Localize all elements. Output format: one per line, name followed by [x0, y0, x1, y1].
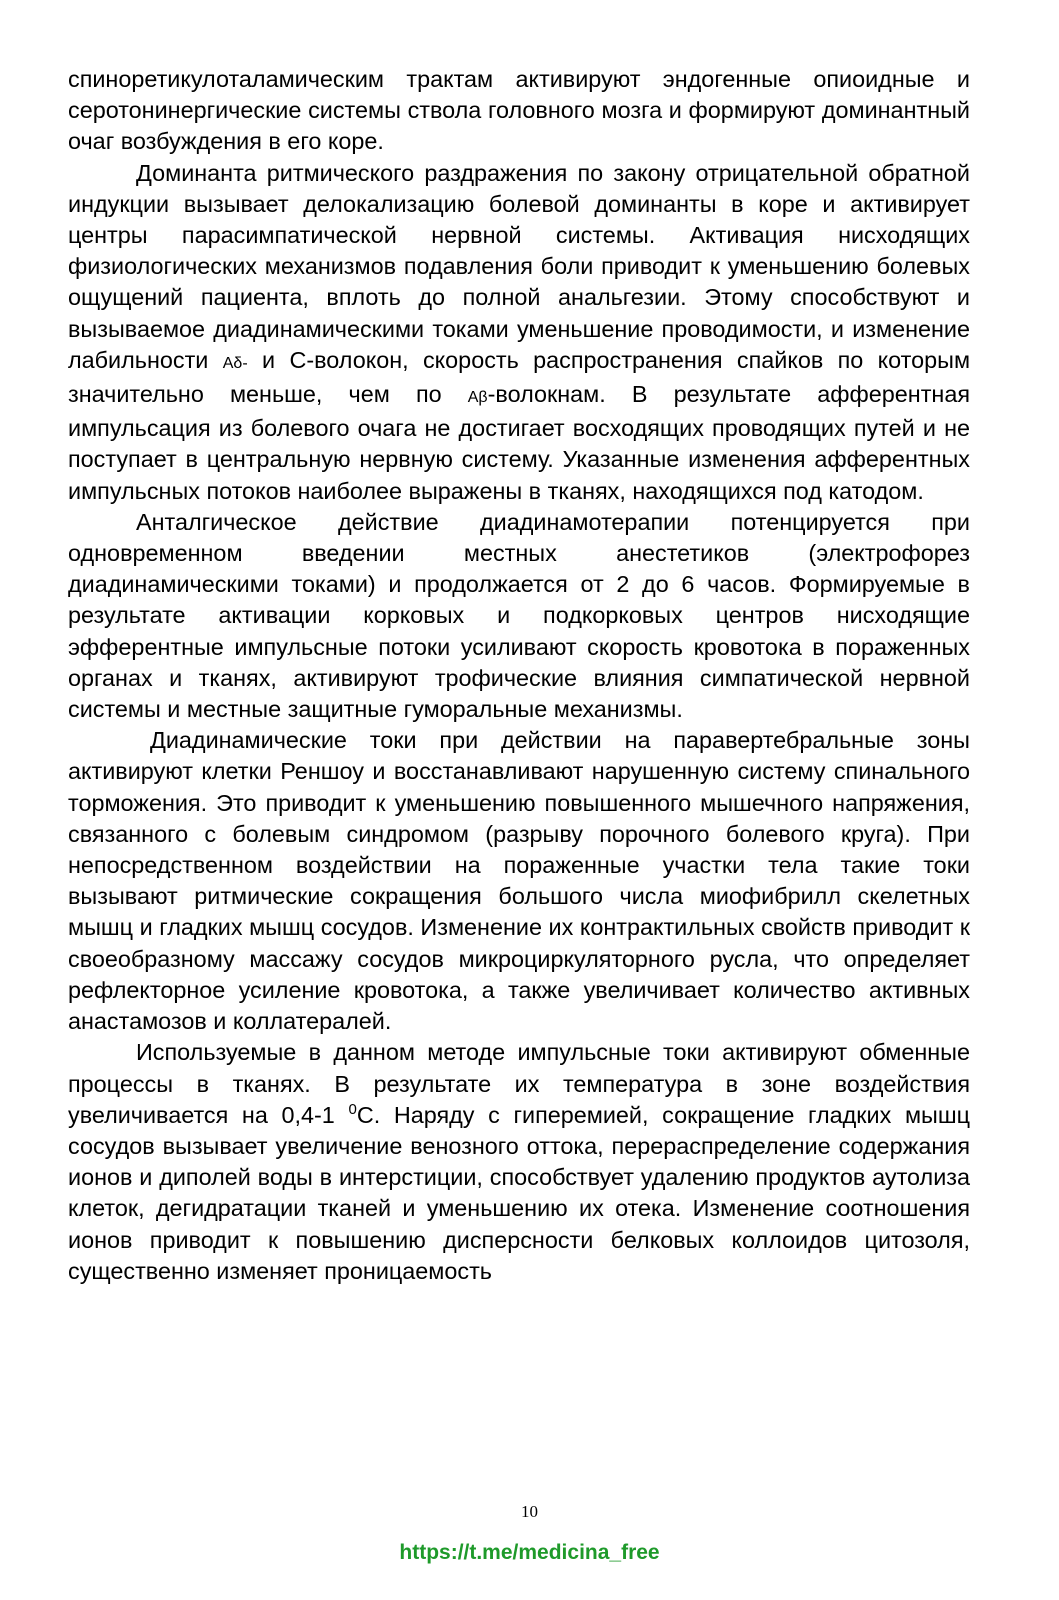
footer-link[interactable]: https://t.me/medicina_free	[399, 1541, 660, 1564]
paragraph-dominant-end: -волокнам. В результате афферентная импульсация из болевого очага не достигает восходящих проводящих путей и не поступает в центральную нервную систему. Указанные изменения афферентных импульсных потоков наиболее выражены в тканях, находящихся под катодом.	[68, 381, 971, 504]
a-beta-label: Aβ	[467, 389, 488, 407]
paragraph-diadynamic: Диадинамические токи при действии на паравертебральные зоны активируют клетки Реншоу и восстанавливают нарушенную систему спинального торможения. Это приводит к уменьшению повышенного мышечного напряжения, связанного с болевым синдромом (разрыву порочного болевого круга). При непосредственном воздействии на пораженные участки тела такие токи вызывают ритмические сокращения большого числа миофибрилл скелетных мышц и гладких мышц сосудов. Изменение их контрактильных свойств приводит к своеобразному массажу сосудов микроциркуляторного русла, что определяет рефлекторное усиление кровотока, а также увеличивает количество активных анастамозов и коллатералей.	[68, 727, 970, 1035]
paragraph-impulse-text: Используемые в данном методе импульсные токи активируют обменные процессы в тканях. В результате их температура в зоне воздействия увеличивается на 0,4-1	[68, 1039, 970, 1128]
page-number: 10	[521, 1502, 538, 1521]
a-delta-label: Aδ-	[222, 354, 248, 372]
paragraph-dominant	[68, 158, 970, 507]
paragraph-continuation: спиноретикулоталамическим трактам активируют эндогенные опиоидные и серотонинергические системы ствола головного мозга и формируют доминантный очаг возбуждения в его коре.	[68, 66, 970, 155]
paragraph-dominant-mid: и С-волокон, скорость распространения спайков по которым значительно меньше, чем по	[68, 346, 971, 408]
paragraph-analgesic: Анталгическое действие диадинамотерапии потенцируется при одновременном введении местных анестетиков (электрофорез диадинамическими токами) и продолжается от 2 до 6 часов. Формируемые в результате активации корковых и подкорковых центров нисходящие эфферентные импульсные потоки усиливают скорость кровотока в пораженных органах и тканях, активируют трофические влияния симпатической нервной системы и местные защитные гуморальные механизмы.	[68, 508, 970, 723]
degree-superscript: 0	[348, 1100, 357, 1118]
paragraph-impulse-end: С. Наряду с гиперемией, сокращение гладких мышц сосудов вызывает увеличение венозного оттока, перераспределение содержания ионов и диполей воды в интерстиции, способствует удалению продуктов аутолиза клеток, дегидратации тканей и уменьшению их отека. Изменение соотношения ионов приводит к повышению дисперсности белковых коллоидов цитозоля, существенно изменяет проницаемость	[68, 1101, 971, 1284]
paragraph-dominant-text: Доминанта ритмического раздражения по закону отрицательной обратной индукции вызывает делокализацию болевой доминанты в коре и активирует центры парасимпатической нервной системы. Активация нисходящих физиологических механизмов подавления боли приводит к уменьшению болевых ощущений пациента, вплоть до полной анальгезии. Этому способствуют и вызываемое диадинамическими токами уменьшение проводимости, и изменение лабильности	[68, 159, 970, 373]
page-body	[68, 64, 970, 1287]
paragraph-impulse-currents	[68, 1037, 970, 1287]
